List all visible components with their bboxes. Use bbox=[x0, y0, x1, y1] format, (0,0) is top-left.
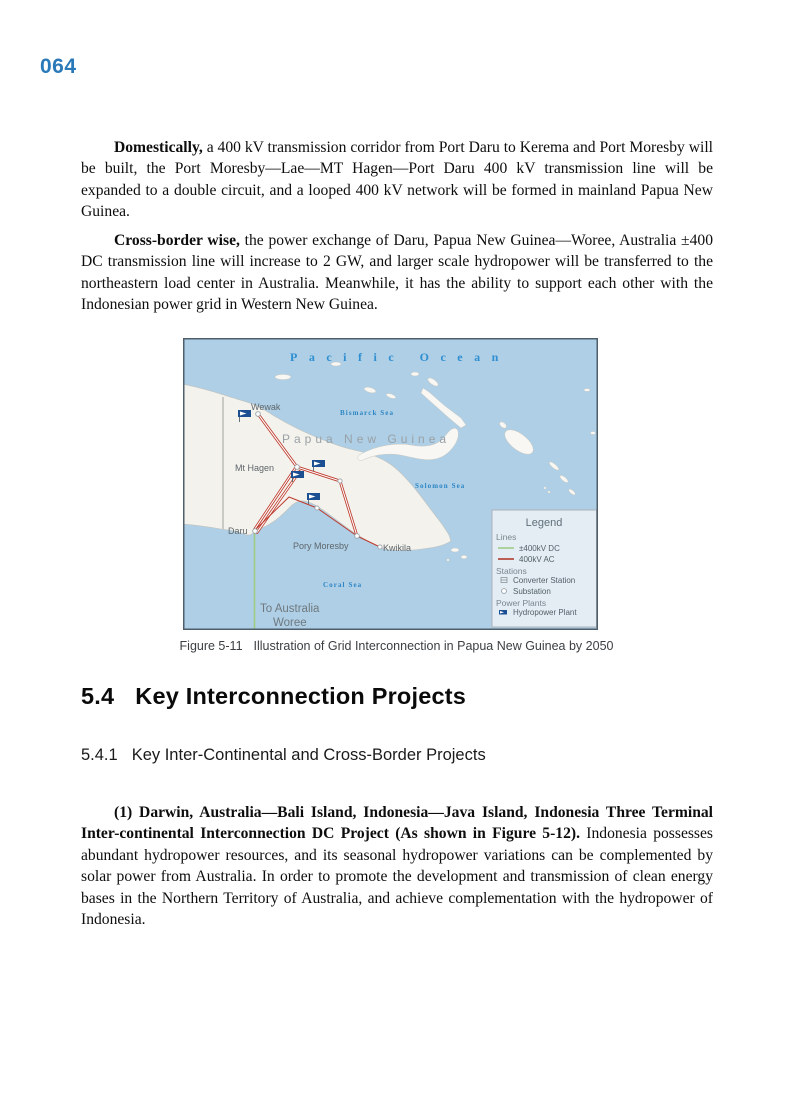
coral-sea-label: Coral Sea bbox=[323, 581, 363, 589]
page-number: 064 bbox=[40, 55, 77, 78]
paragraph-lead: (1) Darwin, Australia—Bali Island, Indonesia—Java Island, Indonesia Three Terminal Inter-continental Interconnection DC Project (As shown in Figure 5-12). bbox=[81, 803, 713, 843]
country-label: Papua New Guinea bbox=[282, 432, 451, 446]
figure-caption-text: Illustration of Grid Interconnection in Papua New Guinea by 2050 bbox=[253, 639, 614, 653]
city-label-port-moresby: Pory Moresby bbox=[293, 541, 349, 551]
city-label-wewak: Wewak bbox=[251, 402, 281, 412]
legend-plants-header: Power Plants bbox=[496, 598, 547, 608]
converter-station-icon bbox=[253, 529, 258, 534]
section-heading bbox=[81, 683, 466, 710]
ocean-label: Pacific Ocean bbox=[290, 350, 510, 364]
substation-icon bbox=[256, 412, 261, 417]
bismarck-sea-label: Bismarck Sea bbox=[340, 409, 395, 417]
city-label-kwikila: Kwikila bbox=[383, 543, 412, 553]
figure-caption-label: Figure 5-11 bbox=[179, 639, 243, 653]
paragraph-domestically bbox=[81, 137, 713, 223]
section-number: 5.4 bbox=[81, 683, 115, 709]
substation-icon bbox=[295, 465, 300, 470]
substation-icon bbox=[355, 534, 360, 539]
legend-dc-label: ±400kV DC bbox=[519, 544, 560, 553]
map-legend bbox=[492, 510, 597, 627]
map-figure bbox=[183, 338, 598, 630]
section-title: Key Interconnection Projects bbox=[135, 683, 467, 709]
subsection-number: 5.4.1 bbox=[81, 746, 118, 764]
hydropower-plant-icon bbox=[499, 610, 507, 615]
subsection-title: Key Inter-Continental and Cross-Border Projects bbox=[131, 746, 486, 764]
paragraph-text: a 400 kV transmission corridor from Port Daru to Kerema and Port Moresby will be built, the Port Moresby—Lae—MT Hagen—Port Daru 400 kV transmission line will be expanded to a double circuit, and a looped 400 kV network will be formed in mainland Papua New Guinea. bbox=[81, 138, 713, 221]
city-label-daru: Daru bbox=[228, 526, 248, 536]
paragraph-cross-border bbox=[81, 230, 713, 316]
legend-stations-header: Stations bbox=[496, 566, 527, 576]
substation-icon bbox=[338, 479, 342, 483]
paragraph-text: Indonesia possesses abundant hydropower resources, and its seasonal hydropower variations can be complemented by solar power from Australia. In order to promote the development and transmission of clean energy bases in the Northern Territory of Australia, and achieve complementation with the hydropower of Indonesia. bbox=[81, 825, 713, 929]
legend-substation-label: Substation bbox=[513, 587, 551, 596]
city-label-mt-hagen: Mt Hagen bbox=[235, 463, 275, 473]
legend-title: Legend bbox=[525, 517, 563, 529]
paragraph-darwin-project bbox=[81, 802, 713, 931]
substation-icon bbox=[378, 545, 382, 549]
figure-caption bbox=[0, 639, 793, 653]
paragraph-lead: Cross-border wise, bbox=[114, 231, 240, 249]
paragraph-lead: Domestically, bbox=[114, 138, 203, 156]
woree-label: Woree bbox=[273, 617, 307, 629]
to-australia-label: To Australia bbox=[260, 603, 320, 615]
legend-ac-label: 400kV AC bbox=[519, 555, 555, 564]
substation-icon bbox=[502, 589, 507, 594]
legend-converter-label: Converter Station bbox=[513, 576, 576, 585]
legend-lines-header: Lines bbox=[496, 532, 517, 542]
substation-icon bbox=[315, 506, 319, 510]
paragraph-text: the power exchange of Daru, Papua New Guinea—Woree, Australia ±400 DC transmission line will increase to 2 GW, and larger scale hydropower will be transferred to the northeastern load center in Australia. Meanwhile, it has the ability to support each other with the Indonesian power grid in Western New Guinea. bbox=[81, 231, 713, 314]
png-grid-map bbox=[183, 338, 598, 630]
solomon-sea-label: Solomon Sea bbox=[415, 482, 466, 490]
legend-hydro-label: Hydropower Plant bbox=[513, 608, 577, 617]
subsection-heading bbox=[81, 746, 486, 765]
